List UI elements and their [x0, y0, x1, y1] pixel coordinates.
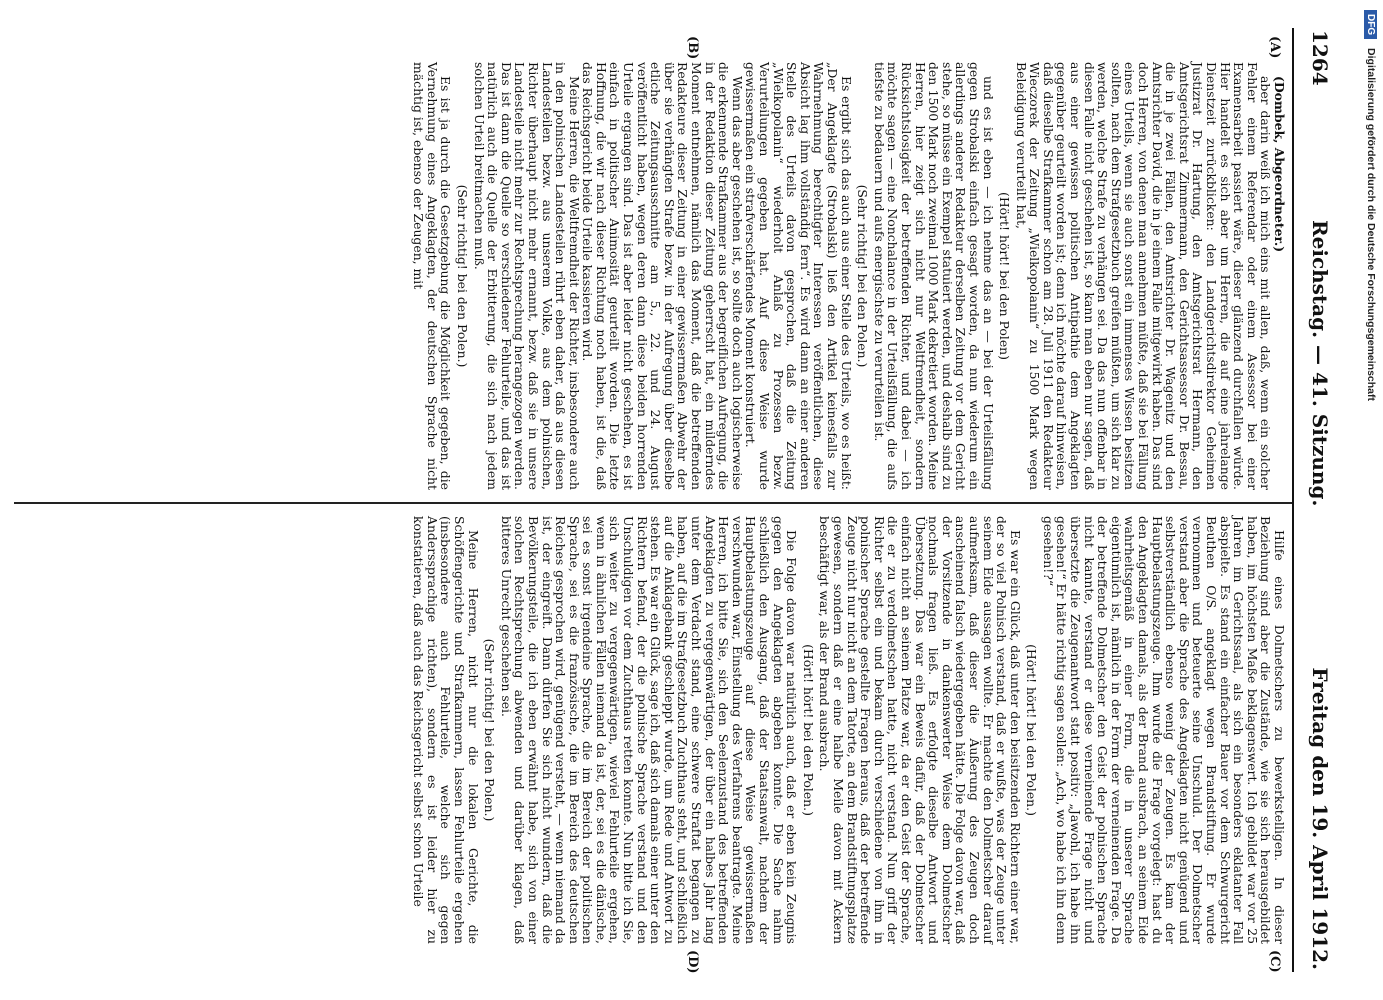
page-date: Freitag den 19. April 1912.: [1308, 667, 1332, 970]
column-divider: [14, 502, 1292, 504]
paragraph: Wenn das aber geschehen ist, so sollte doch auch logischerweise die erkennende Strafkammer aus der begreiflichen Aufregung, die in der Redaktion dieser Zeitung geherrscht hat, ein milderndes Moment entnehmen, nämlich das Moment, daß die betreffenden Redakteure dieser Zeitung in einer gewissermaßen Abwehr der über sie verhängten Strafe bezw. in der Aufregung über dieselbe etliche Zeitungsausschnitte am 5., 22. und 24. August veröffentlicht haben, wegen deren dann diese beiden horrenden Urteile ergangen sind. Das ist aber leider nicht geschehen, es ist einfach in politischer Animosität geurteilt worden. Die letzte Hoffnung, die wir nach dieser Richtung noch haben, ist die, daß das Reichsgericht beide Urteile kassieren wird.: [580, 62, 745, 490]
margin-marker-a: (A): [1267, 36, 1282, 59]
margin-marker-b: (B): [685, 36, 700, 60]
paragraph: aber darin weiß ich mich eins mit allen, daß, wenn ein solcher Fehler einem Referendar oder einem Assessor bei einer Examensarbeit passiert wäre, dieser glänzend durchfallen würde. Hier handelt es sich aber um Herren, die auf eine jahrelange Dienstzeit zurückblicken: den Landgerichtsdirektor Geheimen Justizrat Dr. Hartung, den Amtsgerichtsrat Hermann, den Amtsgerichtsrat Zimmermann, den Gerichtsassessor Dr. Bessau, die in je zwei Fällen, den Amtsrichter Dr. Wagenitz und den Amtsrichter David, die in je einem Falle mitgewirkt haben. Das sind doch Herren, von denen man annehmen müßte, daß sie bei Fällung eines Urteils, wenn sie auch sonst ein immenses Wissen besitzen sollten, nach dem Strafgesetzbuch greifen müßten, um sich klar zu werden, welche Strafe zu verhängen sei. Da das nun offenbar in diesen Falle nicht geschehen ist, so kann man eben nur sagen, daß aus einer gewissen politischen Antipathie dem Angeklagten gegenüber geurteilt worden ist; denn ich möchte darauf hinweisen, daß dieselbe Strafkammer schon am 28. Juli 1911 den Redakteur Wieczorek der Zeitung „Wielkopolanin“ zu 1500 Mark wegen Beleidigung verurteilt hat,: [1013, 62, 1274, 490]
interjection: (Sehr richtig! bei den Polen.): [482, 638, 498, 822]
interjection: (Hört! hört! bei den Polen.): [800, 644, 816, 816]
margin-marker-d: (D): [685, 950, 700, 974]
margin-marker-c: (C): [1267, 950, 1282, 973]
paragraph: Meine Herren, nicht nur die lokalen Gerichte, die Schöffengerichte und Strafkammern, lassen Fehlurteile ergehen (insbesondere auch Fehlurteile, welche sich gegen Anderssprachige richten), sondern es ist leider hier zu konstatieren, daß auch das Reichsgericht selbst schon Urteile: [411, 516, 481, 944]
speaker-label: (Dombek, Abgeordneter.): [1272, 76, 1287, 253]
digitization-credit: [1357, 10, 1381, 990]
header-rule: [1292, 28, 1294, 972]
left-text-column: [36, 62, 1286, 490]
interjection: (Hört! hört! bei den Polen): [997, 192, 1013, 360]
interjection: (Hört! hört! bei den Polen.): [1024, 644, 1040, 816]
page-title: Reichstag. — 41. Sitzung.: [1308, 220, 1332, 507]
dfg-logo: DFG: [1364, 10, 1377, 39]
interjection: (Sehr richtig! bei den Polen.): [454, 184, 470, 368]
page-header: [1294, 30, 1338, 970]
paragraph: und es ist eben — ich nehme das an — bei der Urteilsfällung gegen Strobalski einfach gesagt worden, da nun wiederum ein allerdings anderer Redakteur derselben Zeitung vor dem Gericht stehe, so müsse ein Exempel statuiert werden, und deshalb sind zu den 1500 Mark noch zweimal 1000 Mark dekretiert worden. Meine Herren, hier zeigt sich nicht nur Weltfremdheit, sondern Rücksichtslosigkeit der betreffenden Richter, und dabei — ich möchte sagen — eine Nonchalance in der Urteilsfällung, die aufs tiefste zu bedauern und aufs energischste zu verurteilen ist.: [871, 62, 996, 490]
newspaper-page: [10, 0, 1340, 1000]
paragraph: Meine Herren, die Weltfremdheit der Richter, insbesondere auch in den polnischen Landesteilen rührt eben daher, daß aus diesen Landesteilen bezw. aus unserem Volke, aus dem polnischen, Richter überhaupt nicht mehr ernannt, bezw. daß sie in unsere Landesteile nicht mehr zur Rechtsprechung herangezogen werden. Das ist dann die Quelle so verschiedener Fehlurteile, und das ist natürlich auch die Quelle der Erbitterung, die sich nach jedem solchen Urteil breitmachen muß.: [471, 62, 582, 490]
page-number: 1264: [1308, 30, 1332, 86]
paragraph: Es ergibt sich das auch aus einer Stelle des Urteils, wo es heißt: „Der Angeklagte (Strobalski) ließ den Artikel keinesfalls zur Wahrnehmung berechtigter Interessen veröffentlichen, diese Absicht lag ihm vollständig fern“. Es wird dann an einer anderen Stelle des Urteils davon gesprochen, daß die Zeitung „Wielkopolanin“ wiederholt Anlaß zu Prozessen bezw. Verurteilungen gegeben hat. Auf diese Weise wurde gewissermaßen ein strafverschärfendes Moment konstruiert.: [743, 62, 854, 490]
paragraph: Die Folge davon war natürlich auch, daß er eben kein Zeugnis gegen den Angeklagten abgeben konnte. Die Sache nahm schließlich den Ausgang, daß der Staatsanwalt, nachdem der Hauptbelastungszeuge auf diese Weise gewissermaßen verschwunden war, Einstellung des Verfahrens beantragte. Meine Herren, ich bitte Sie, sich den Seelenzustand des betreffenden Angeklagten zu vergegenwärtigen, der über ein halbes Jahr lang unter dem Verdacht stand, eine schwere Straftat begangen zu haben, auf die im Strafgesetzbuch Zuchthaus steht, und schließlich auf die Anklagebank geschleppt wurde, um Rede und Antwort zu stehen. Es war ein Glück, sage ich, daß sich damals einer unter den Richtern befand, der die polnische Sprache verstand und den Unschuldigen vor dem Zuchthaus retten konnte. Nun bitte ich Sie, sich weiter zu vergegenwärtigen, wieviel Fehlurteile ergehen, wenn in ähnlichen Fällen niemand da ist, der, sei es die dänische, sei es sonst irgendeine Sprache, die im Bereich der politischen Sprache, sei es die französische, die im Bereich des deutschen Reiches gesprochen wird, genügend versteht, — wenn niemand da ist, der eingreift. Dann dürfen Sie sich nicht wundern, daß die Bevölkerungsteile, die ich eben erwähnt habe, sich von einer solchen Rechtsprechung abwenden und darüber klagen, daß bitteres Unrecht geschehen sei.: [498, 516, 800, 944]
paragraph: Es ist ja durch die Gesetzgebung die Möglichkeit gegeben, die Vernehmung eines Angeklagten, der deutschen Sprache nicht mächtig ist, ebenso der Zeugen, mit: [411, 62, 454, 490]
credit-text: Digitalisierung gefördert durch die Deutsche Forschungsgemeinschaft: [1365, 48, 1377, 402]
paragraph: Es war ein Glück, daß unter den beisitzenden Richtern einer war, der so viel Polnisch verstand, daß er wußte, was der Zeuge unter seinem Eide aussagen wollte. Er machte den Dolmetscher darauf aufmerksam, daß dieser die Äußerung des Zeugen doch anscheinend falsch wiedergegeben hätte. Die Folge davon war, daß der Vorsitzende in dankenswerter Weise dem Dolmetscher nochmals fragen ließ. Es erfolgte dieselbe Antwort und Übersetzung. Das war ein Beweis dafür, daß der Dolmetscher einfach nicht an seinem Platze war, da er den Geist der Sprache, die er zu verdolmetschen hatte, nicht verstand. Nun griff der Richter selbst ein und bekam durch verschiedene von ihm in polnischer Sprache gestellte Fragen heraus, daß der betreffende Zeuge nicht nur nicht an dem Tatorte, an dem Brandstiftungsplatze gewesen, sondern daß er eine halbe Meile davon mit Ackern beschäftigt war, als der Brand ausbrach.: [817, 516, 1023, 944]
right-text-column: [36, 516, 1286, 944]
interjection: (Sehr richtig! bei den Polen.): [855, 184, 871, 368]
paragraph: Hilfe eines Dolmetschers zu bewerkstelligen. In dieser Beziehung sind aber die Zustände, wie sie sich herausgebildet haben, im höchsten Maße beklagenswert. Ich gebildet war vor 25 Jahren im Gerichtssaal, als sich ein besonders eklatanter Fall abspielte. Es stand ein einfacher Bauer vor dem Schwurgericht Beuthen O/S. angeklagt wegen Brandstiftung. Er wurde vernommen und beteuerte seine Unschuld. Der Dolmetscher verstand aber die Sprache des Angeklagten nicht genügend und selbstverständlich ebenso wenig der Zeugen. Es kam der Hauptbelastungszeuge. Ihm wurde die Frage vorgelegt: hast du den Angeklagten damals, als der Brand ausbrach, an seinem Eide wahrheitsgemäß in einer Form, die in unserer Sprache eigentümlich ist, nämlich in der Form der verneinenden Frage. Da der betreffende Dolmetscher den Geist der polnischen Sprache nicht kannte, verstand er diese verneinende Frage nicht und übersetzte die Zeugenantwort statt positiv: „Jawohl, ich habe ihn gesehen!“ Er hätte richtig sagen sollen: „Ach, wo habe ich ihn denn gesehen!?“: [1040, 516, 1287, 944]
